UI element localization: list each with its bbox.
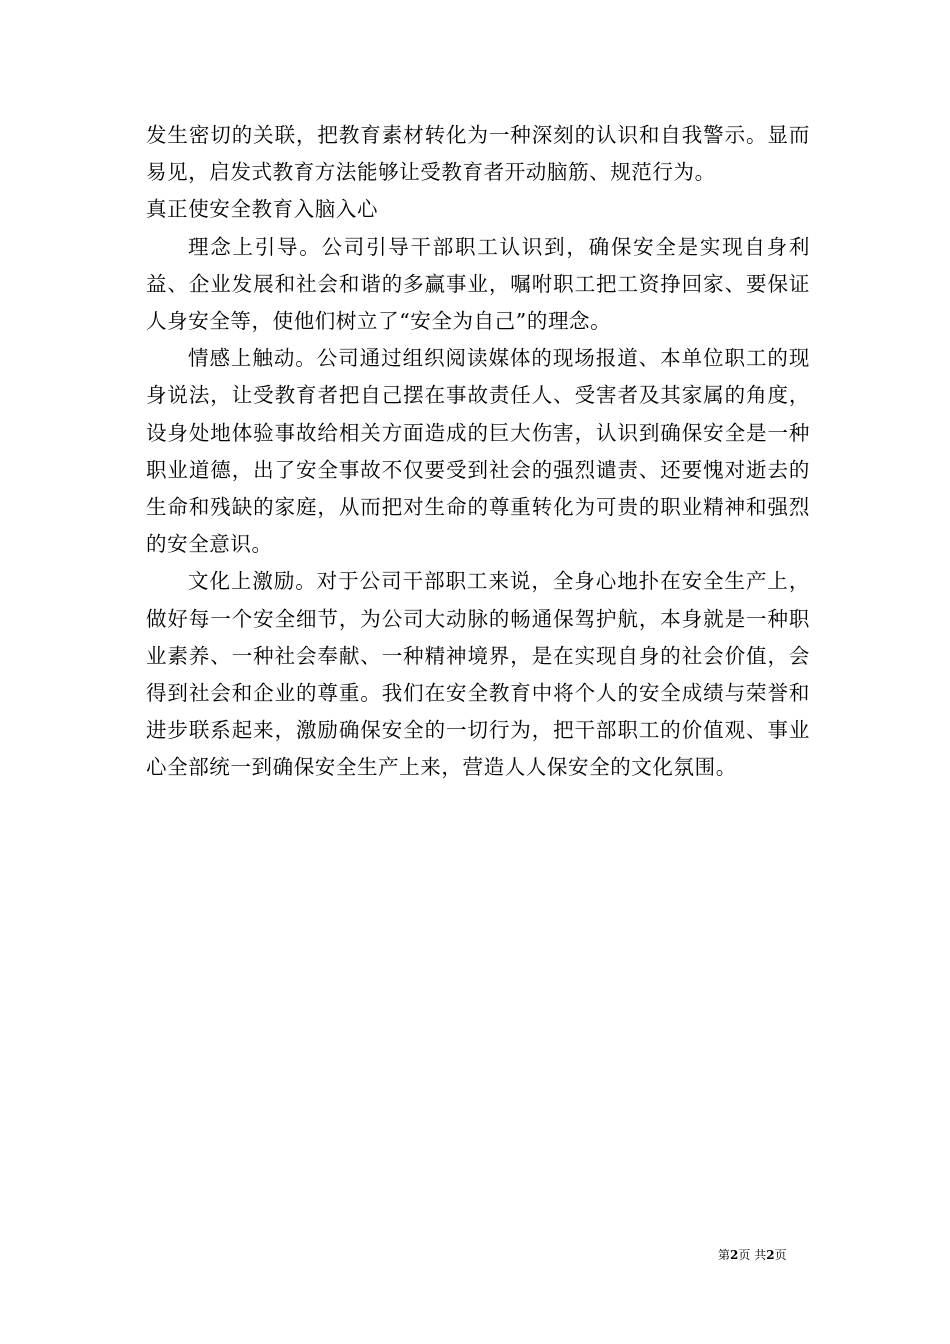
footer-page-number: 2 [730, 1248, 739, 1262]
footer-suffix: 页 [774, 1248, 787, 1262]
paragraph-2: 真正使安全教育入脑入心 [146, 197, 379, 222]
paragraph-emotional-touch: 情感上触动。公司通过组织阅读媒体的现场报道、本单位职工的现身说法，让受教育者把自己摆在事故责任人、受害者及其家属的角度，设身处地体验事故给相关方面造成的巨大伤害，认识到确保安全是一种职业道德，出了安全事故不仅要受到社会的强烈谴责、还要愧对逝去的生命和残缺的家庭，从而把对生命的尊重转化为可贵的职业精神和强烈的安全意识。 [146, 346, 810, 557]
footer-middle: 页 共 [738, 1248, 767, 1262]
footer-prefix: 第 [718, 1248, 731, 1262]
page-footer [718, 1247, 787, 1263]
paragraph-concept-guidance: 理念上引导。公司引导干部职工认识到，确保安全是实现自身利益、企业发展和社会和谐的多赢事业，嘱咐职工把工资挣回家、要保证人身安全等，使他们树立了“安全为自己”的理念。 [146, 234, 810, 334]
document-body [146, 117, 810, 787]
paragraph-cultural-incentive: 文化上激励。对于公司干部职工来说，全身心地扑在安全生产上，做好每一个安全细节，为公司大动脉的畅通保驾护航，本身就是一种职业素养、一种社会奉献、一种精神境界，是在实现自身的社会价值，会得到社会和企业的尊重。我们在安全教育中将个人的安全成绩与荣誉和进步联系起来，激励确保安全的一切行为，把干部职工的价值观、事业心全部统一到确保安全生产上来，营造人人保安全的文化氛围。 [146, 569, 810, 780]
footer-total-pages: 2 [766, 1248, 775, 1262]
paragraph-1: 发生密切的关联，把教育素材转化为一种深刻的认识和自我警示。显而易见，启发式教育方法能够让受教育者开动脑筋、规范行为。 [146, 123, 810, 185]
